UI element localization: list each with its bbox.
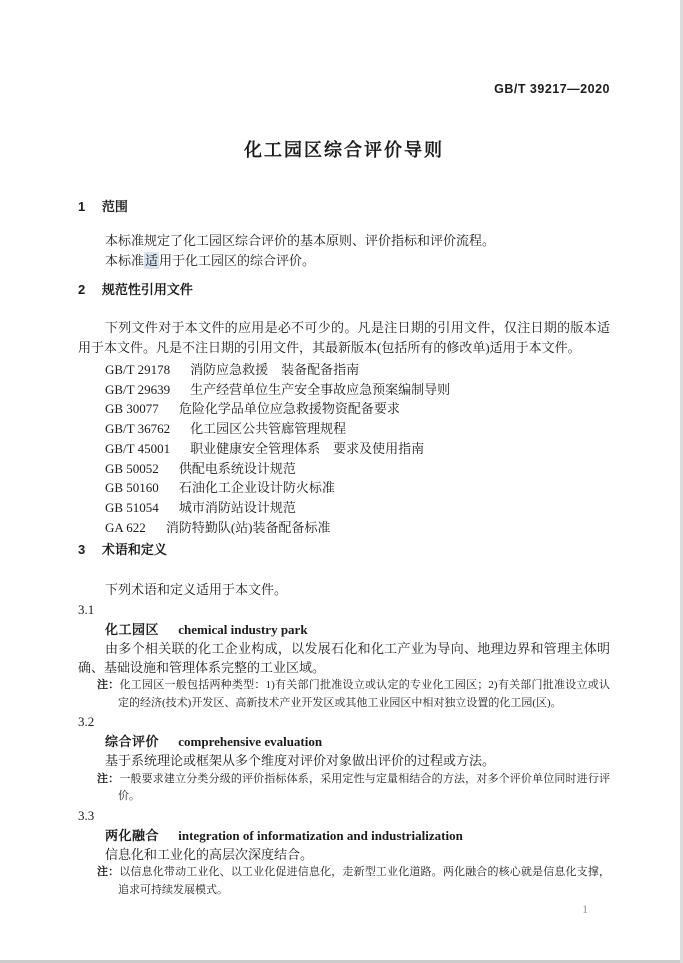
term-english: integration of informatization and industrialization xyxy=(178,827,463,843)
note-label: 注： xyxy=(97,772,120,785)
doc-number: GB/T 39217—2020 xyxy=(494,82,610,96)
section-2-number: 2 xyxy=(78,282,86,297)
reference-code: GB/T 45001 xyxy=(105,440,171,456)
term-name: 综合评价 xyxy=(105,734,160,750)
text-highlight: 适 xyxy=(145,253,159,268)
section-1-heading xyxy=(78,200,610,214)
reference-title: 供配电系统设计规范 xyxy=(178,460,296,476)
note-label: 注： xyxy=(97,679,120,692)
reference-code: GB/T 29178 xyxy=(105,362,171,377)
doc-title: 化工园区综合评价导则 xyxy=(244,140,444,160)
reference-item xyxy=(105,399,610,419)
term-english: chemical industry park xyxy=(178,622,308,638)
reference-item xyxy=(105,439,610,459)
term-name: 两化融合 xyxy=(105,827,160,843)
note-text: 一般要求建立分类分级的评价指标体系，采用定性与定量相结合的方法，对多个评价单位同时进行评价。 xyxy=(118,772,610,803)
reference-item xyxy=(105,459,610,479)
reference-item xyxy=(105,478,610,498)
reference-title: 职业健康安全管理体系 要求及使用指南 xyxy=(190,440,425,456)
term-number: 3.1 xyxy=(78,602,95,618)
reference-code: GB 51054 xyxy=(105,499,159,515)
reference-item xyxy=(105,380,610,400)
note-text: 化工园区一般包括两种类型：1)有关部门批准设立或认定的专业化工园区；2)有关部门批准设立或认定的经济(技术)开发区、高新技术产业开发区或其他工业园区中相对独立设置的化工园(区)。 xyxy=(118,679,611,709)
term-note xyxy=(78,677,610,712)
term-line xyxy=(105,732,610,752)
scope-paragraph-1: 本标准规定了化工园区综合评价的基本原则、评价指标和评价流程。 xyxy=(105,233,496,248)
term-entry xyxy=(78,806,610,900)
reference-title: 城市消防站设计规范 xyxy=(178,499,296,515)
section-1-title: 范围 xyxy=(101,199,128,214)
term-line xyxy=(105,826,610,846)
term-definition: 由多个相关联的化工企业构成，以发展石化和化工产业为导向、地理边界和管理主体明确、基础设施和管理体系完整的工业区域。 xyxy=(78,641,610,675)
references-intro: 下列文件对于本文件的应用是必不可少的。凡是注日期的引用文件，仅注日期的版本适用于本文件。凡是不注日期的引用文件，其最新版本(包括所有的修改单)适用于本文件。 xyxy=(78,320,610,355)
term-number: 3.2 xyxy=(78,714,95,730)
page-number: 1 xyxy=(582,904,588,917)
reference-title: 石油化工企业设计防火标准 xyxy=(178,480,335,496)
reference-code: GB 30077 xyxy=(105,401,159,417)
section-2-title: 规范性引用文件 xyxy=(101,282,193,297)
reference-item xyxy=(105,518,610,538)
scope-paragraph-2 xyxy=(78,251,610,271)
reference-code: GB 50160 xyxy=(105,480,159,496)
reference-item xyxy=(105,498,610,518)
scope-paragraph-2-after: 用于化工园区的综合评价。 xyxy=(159,253,316,268)
reference-title: 生产经营单位生产安全事故应急预案编制导则 xyxy=(190,381,451,397)
section-3-title: 术语和定义 xyxy=(101,542,167,558)
reference-title: 消防特勤队(站)装备配备标准 xyxy=(165,519,331,535)
section-1-number: 1 xyxy=(78,199,86,214)
terms-intro: 下列术语和定义适用于本文件。 xyxy=(105,582,288,598)
term-english: comprehensive evaluation xyxy=(178,734,323,750)
term-entry xyxy=(78,600,610,712)
note-label: 注： xyxy=(97,866,120,879)
reference-item xyxy=(105,419,610,439)
section-2-heading xyxy=(78,283,610,297)
term-definition: 基于系统理论或框架从多个维度对评价对象做出评价的过程或方法。 xyxy=(105,753,496,769)
reference-code: GA 622 xyxy=(105,519,146,535)
term-number: 3.3 xyxy=(78,807,95,823)
term-name: 化工园区 xyxy=(105,622,160,638)
term-entry xyxy=(78,712,610,806)
section-3-heading xyxy=(78,543,610,557)
reference-title: 消防应急救援 装备配备指南 xyxy=(190,362,360,377)
reference-code: GB/T 29639 xyxy=(105,381,171,397)
term-note xyxy=(78,864,610,899)
reference-item xyxy=(105,360,610,380)
reference-list xyxy=(105,360,610,537)
reference-title: 危险化学品单位应急救援物资配备要求 xyxy=(178,401,400,417)
term-note xyxy=(78,771,610,806)
reference-code: GB 50052 xyxy=(105,460,159,476)
reference-title: 化工园区公共管廊管理规程 xyxy=(190,421,347,437)
scope-paragraph-2-before: 本标准 xyxy=(105,253,145,268)
note-text: 以信息化带动工业化、以工业化促进信息化，走新型工业化道路。两化融合的核心就是信息化支撑，追求可持续发展模式。 xyxy=(118,866,610,896)
section-3-number: 3 xyxy=(78,542,86,558)
term-line xyxy=(105,620,610,640)
term-definition: 信息化和工业化的高层次深度结合。 xyxy=(105,846,314,862)
reference-code: GB/T 36762 xyxy=(105,421,171,437)
